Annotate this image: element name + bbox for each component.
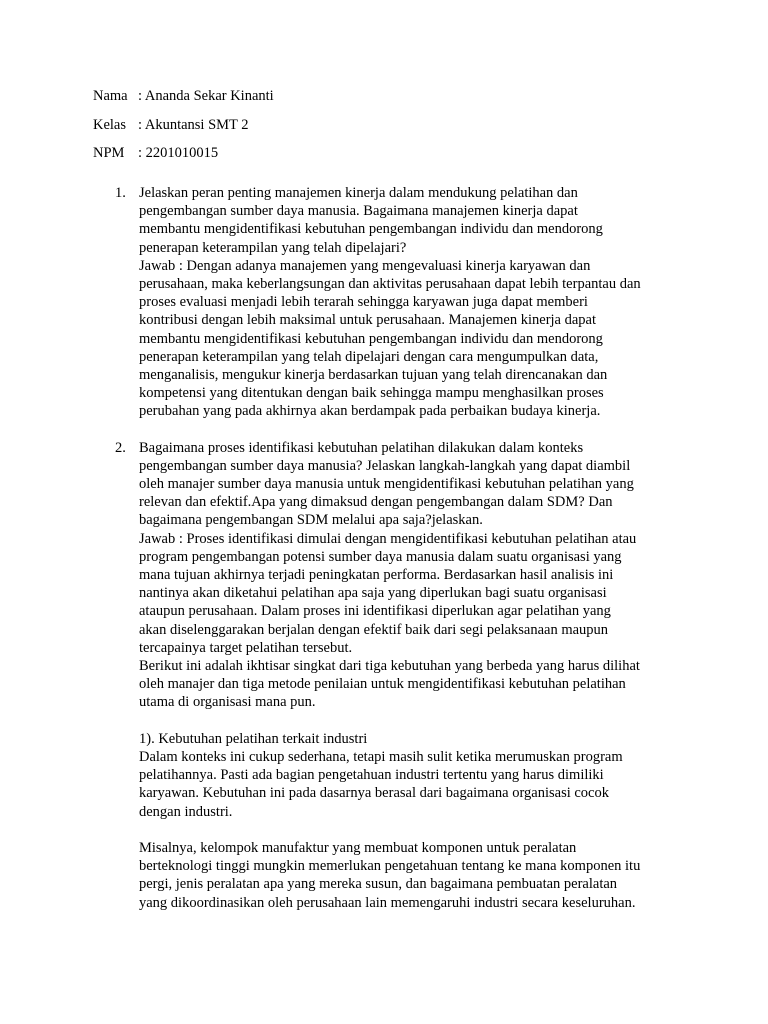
- identity-row-nama: [93, 87, 768, 105]
- text-line: proses evaluasi menjadi lebih terarah sehingga karyawan juga dapat memberi: [139, 294, 588, 311]
- text-line: bagaimana pengembangan SDM melalui apa saja?jelaskan.: [139, 512, 483, 529]
- text-line: berteknologi tinggi mungkin memerlukan pengetahuan tentang ke mana komponen itu: [139, 858, 641, 875]
- nama-label: Nama: [93, 88, 128, 104]
- text-line: pelatihannya. Pasti ada bagian pengetahuan industri tertentu yang harus dimiliki: [139, 767, 604, 784]
- kelas-value: : Akuntansi SMT 2: [138, 116, 249, 133]
- paragraph-gap: [139, 712, 681, 730]
- identity-row-kelas: [93, 116, 768, 134]
- text-line: penerapan keterampilan yang telah dipelajari?: [139, 239, 407, 256]
- kelas-label: Kelas: [93, 116, 127, 133]
- text-line: yang dikoordinasikan oleh perusahaan lain memengaruhi industri secara keseluruhan.: [139, 894, 636, 911]
- paragraph-gap: [139, 821, 681, 839]
- text-line: perusahaan, maka keberlangsungan dan aktivitas perusahaan dapat lebih terpantau dan: [139, 276, 641, 293]
- text-line: kompetensi yang ditentukan dengan baik sehingga mampu menghasilkan proses: [139, 385, 604, 402]
- question-list: [0, 184, 768, 912]
- npm-label: NPM: [93, 145, 125, 161]
- text-line: akan diselenggarakan berjalan dengan efektif baik dari segi pelaksanaan maupun: [139, 621, 609, 638]
- text-line: dengan industri.: [139, 803, 233, 820]
- question-number: 1.: [115, 185, 126, 201]
- text-line: mana tujuan akhirnya terjadi peningkatan performa. Berdasarkan hasil analisis ini: [139, 567, 614, 584]
- text-line: oleh manajer sumber daya manusia untuk mengidentifikasi kebutuhan pelatihan yang: [139, 476, 634, 493]
- npm-value: : 2201010015: [138, 145, 219, 161]
- text-line: nantinya akan diketahui pelatihan apa saja yang diperlukan bagi suatu organisasi: [139, 585, 607, 602]
- text-line: 1). Kebutuhan pelatihan terkait industri: [139, 730, 368, 747]
- text-line: karyawan. Kebutuhan ini pada dasarnya berasal dari bagaimana organisasi cocok: [139, 785, 609, 802]
- student-identity: [93, 87, 768, 162]
- text-line: relevan dan efektif.Apa yang dimaksud dengan pengembangan dalam SDM? Dan: [139, 494, 613, 511]
- text-line: pengembangan sumber daya manusia. Bagaimana manajemen kinerja dapat: [139, 203, 578, 220]
- text-line: Berikut ini adalah ikhtisar singkat dari tiga kebutuhan yang berbeda yang harus dilihat: [139, 658, 640, 675]
- text-line: membantu mengidentifikasi kebutuhan pengembangan individu dan mendorong: [139, 330, 603, 347]
- text-line: tercapainya target pelatihan tersebut.: [139, 639, 353, 656]
- text-line: kontribusi dengan lebih maksimal untuk perusahaan. Manajemen kinerja dapat: [139, 312, 597, 329]
- text-line: program pengembangan potensi sumber daya manusia dalam suatu organisasi yang: [139, 548, 622, 565]
- text-line: oleh manajer dan tiga metode penilaian untuk mengidentifikasi kebutuhan pelatihan: [139, 676, 626, 693]
- text-line: Jawab : Proses identifikasi dimulai dengan mengidentifikasi kebutuhan pelatihan atau: [139, 530, 637, 547]
- text-line: Jawab : Dengan adanya manajemen yang mengevaluasi kinerja karyawan dan: [139, 257, 591, 274]
- nama-value: : Ananda Sekar Kinanti: [138, 88, 274, 104]
- text-line: utama di organisasi mana pun.: [139, 694, 316, 711]
- text-line: ataupun perusahaan. Dalam proses ini identifikasi diperlukan agar pelatihan yang: [139, 603, 611, 620]
- text-line: pengembangan sumber daya manusia? Jelaskan langkah-langkah yang dapat diambil: [139, 457, 631, 474]
- text-line: Misalnya, kelompok manufaktur yang membuat komponen untuk peralatan: [139, 840, 577, 857]
- question-item: [115, 184, 681, 421]
- question-item: [115, 439, 681, 912]
- text-line: perubahan yang pada akhirnya akan berdampak pada perbaikan budaya kinerja.: [139, 403, 601, 420]
- question-number: 2.: [115, 439, 126, 456]
- text-line: menganalisis, mengukur kinerja berdasarkan tujuan yang telah direncanakan dan: [139, 367, 608, 384]
- text-line: Bagaimana proses identifikasi kebutuhan pelatihan dilakukan dalam konteks: [139, 439, 584, 456]
- text-line: membantu mengidentifikasi kebutuhan pengembangan individu dan mendorong: [139, 221, 603, 238]
- text-line: penerapan keterampilan yang telah dipelajari dengan cara mengumpulkan data,: [139, 348, 599, 365]
- text-line: Jelaskan peran penting manajemen kinerja dalam mendukung pelatihan dan: [139, 185, 578, 201]
- identity-row-npm: [93, 144, 768, 162]
- text-line: pergi, jenis peralatan apa yang mereka susun, dan bagaimana pembuatan peralatan: [139, 876, 618, 893]
- text-line: Dalam konteks ini cukup sederhana, tetapi masih sulit ketika merumuskan program: [139, 749, 623, 766]
